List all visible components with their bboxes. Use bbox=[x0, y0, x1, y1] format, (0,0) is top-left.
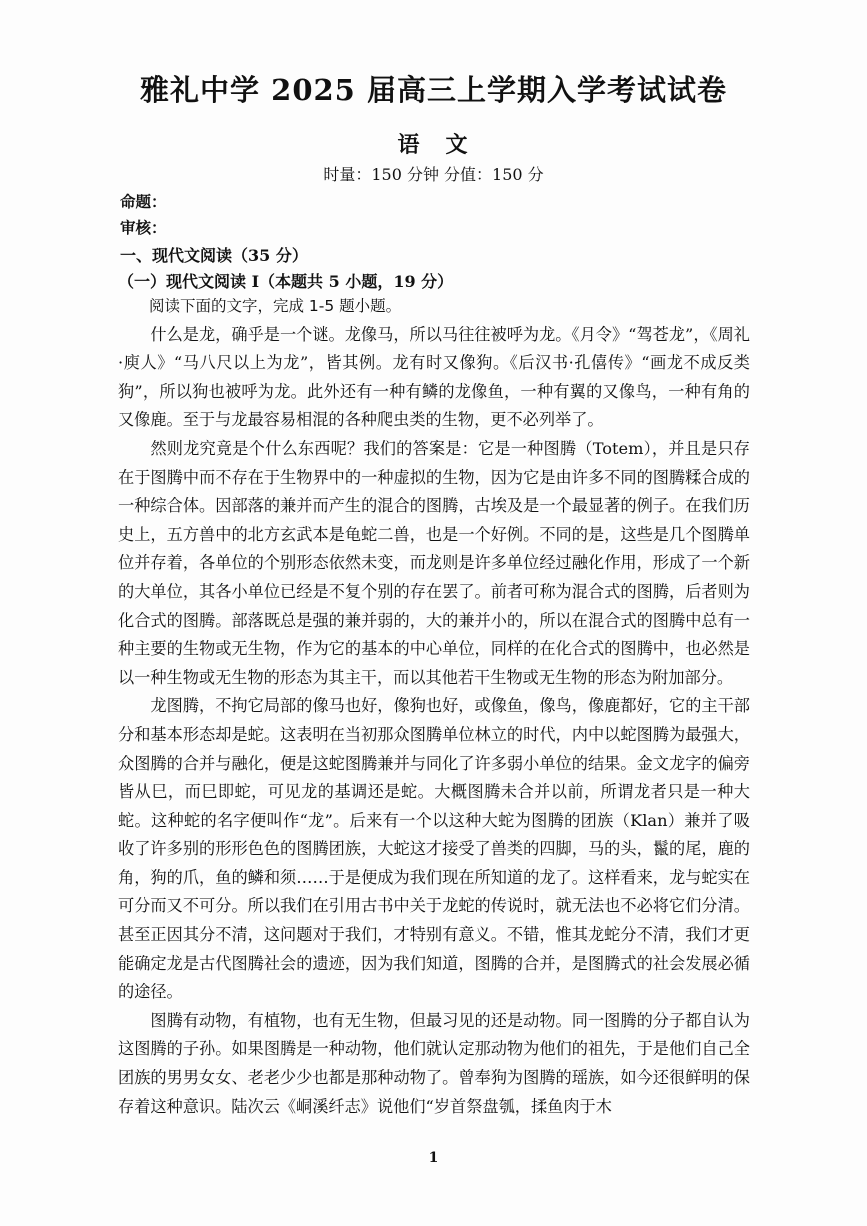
passage-paragraph: 什么是龙，确乎是一个谜。龙像马，所以马往往被呼为龙。《月令》“驾苍龙”，《周礼·庾人》“马八尺以上为龙”，皆其例。龙有时又像狗。《后汉书·孔僖传》“画龙不成反类狗”，所以狗也被呼为龙。此外还有一种有鳞的龙像鱼，一种有翼的又像鸟，一种有角的又像鹿。至于与龙最容易相混的各种爬虫类的生物，更不必列举了。 bbox=[118, 324, 750, 430]
instruction-text: 阅读下面的文字，完成 1-5 题小题。 bbox=[149, 297, 402, 315]
exam-title: 雅礼中学 2025 届高三上学期入学考试试卷 bbox=[140, 73, 727, 107]
section-heading: 一、现代文阅读（35 分） bbox=[120, 246, 308, 265]
passage-paragraph: 龙图腾，不拘它局部的像马也好，像狗也好，或像鱼，像鸟，像鹿都好，它的主干部分和基本形态却是蛇。这表明在当初那众图腾单位林立的时代，内中以蛇图腾为最强大，众图腾的合并与融化，便是这蛇图腾兼并与同化了许多弱小单位的结果。金文龙字的偏旁皆从巳，而巳即蛇，可见龙的基调还是蛇。大概图腾未合并以前，所谓龙者只是一种大蛇。这种蛇的名字便叫作“龙”。后来有一个以这种大蛇为图腾的团族（Klan）兼并了吸收了许多别的形形色色的图腾团族，大蛇这才接受了兽类的四脚，马的头，鬣的尾，鹿的角，狗的爪，鱼的鳞和须……于是便成为我们现在所知道的龙了。这样看来，龙与蛇实在可分而又不可分。所以我们在引用古书中关于龙蛇的传说时，就无法也不必将它们分清。甚至正因其分不清，这问题对于我们，才特别有意义。不错，惟其龙蛇分不清，我们才更能确定龙是古代图腾社会的遗迹，因为我们知道，图腾的合并，是图腾式的社会发展必循的途径。 bbox=[118, 696, 750, 1002]
reading-passage bbox=[118, 292, 750, 1121]
passage-paragraph: 图腾有动物，有植物，也有无生物，但最习见的还是动物。同一图腾的分子都自认为这图腾的子孙。如果图腾是一种动物，他们就认定那动物为他们的祖先，于是他们自己全团族的男男女女、老老少少也都是那种动物了。曾奉狗为图腾的瑶族，如今还很鲜明的保存着这种意识。陆次云《峒溪纤志》说他们“岁首祭盘瓠，揉鱼肉于木 bbox=[118, 1010, 750, 1116]
page-number: 1 bbox=[428, 1150, 439, 1166]
subsection-heading: （一）现代文阅读 I（本题共 5 小题，19 分） bbox=[118, 272, 454, 291]
exam-meta: 时量：150 分钟 分值：150 分 bbox=[323, 165, 544, 184]
passage-paragraph: 然则龙究竟是个什么东西呢？我们的答案是：它是一种图腾（Totem），并且是只存在于图腾中而不存在于生物界中的一种虚拟的生物，因为它是由许多不同的图腾糅合成的一种综合体。因部落的兼并而产生的混合的图腾，古埃及是一个最显著的例子。在我们历史上，五方兽中的北方玄武本是龟蛇二兽，也是一个好例。不同的是，这些是几个图腾单位并存着，各单位的个别形态依然未变，而龙则是许多单位经过融化作用，形成了一个新的大单位，其各小单位已经是不复个别的存在罢了。前者可称为混合式的图腾，后者则为化合式的图腾。部落既总是强的兼并弱的，大的兼并小的，所以在混合式的图腾中总有一种主要的生物或无生物，作为它的基本的中心单位，同样的在化合式的图腾中，也必然是以一种生物或无生物的形态为其主干，而以其他若干生物或无生物的形态为附加部分。 bbox=[118, 438, 750, 687]
subject-heading: 语 文 bbox=[397, 132, 470, 158]
setter-label: 命题： bbox=[120, 192, 167, 211]
reviewer-label: 审核： bbox=[120, 218, 167, 237]
